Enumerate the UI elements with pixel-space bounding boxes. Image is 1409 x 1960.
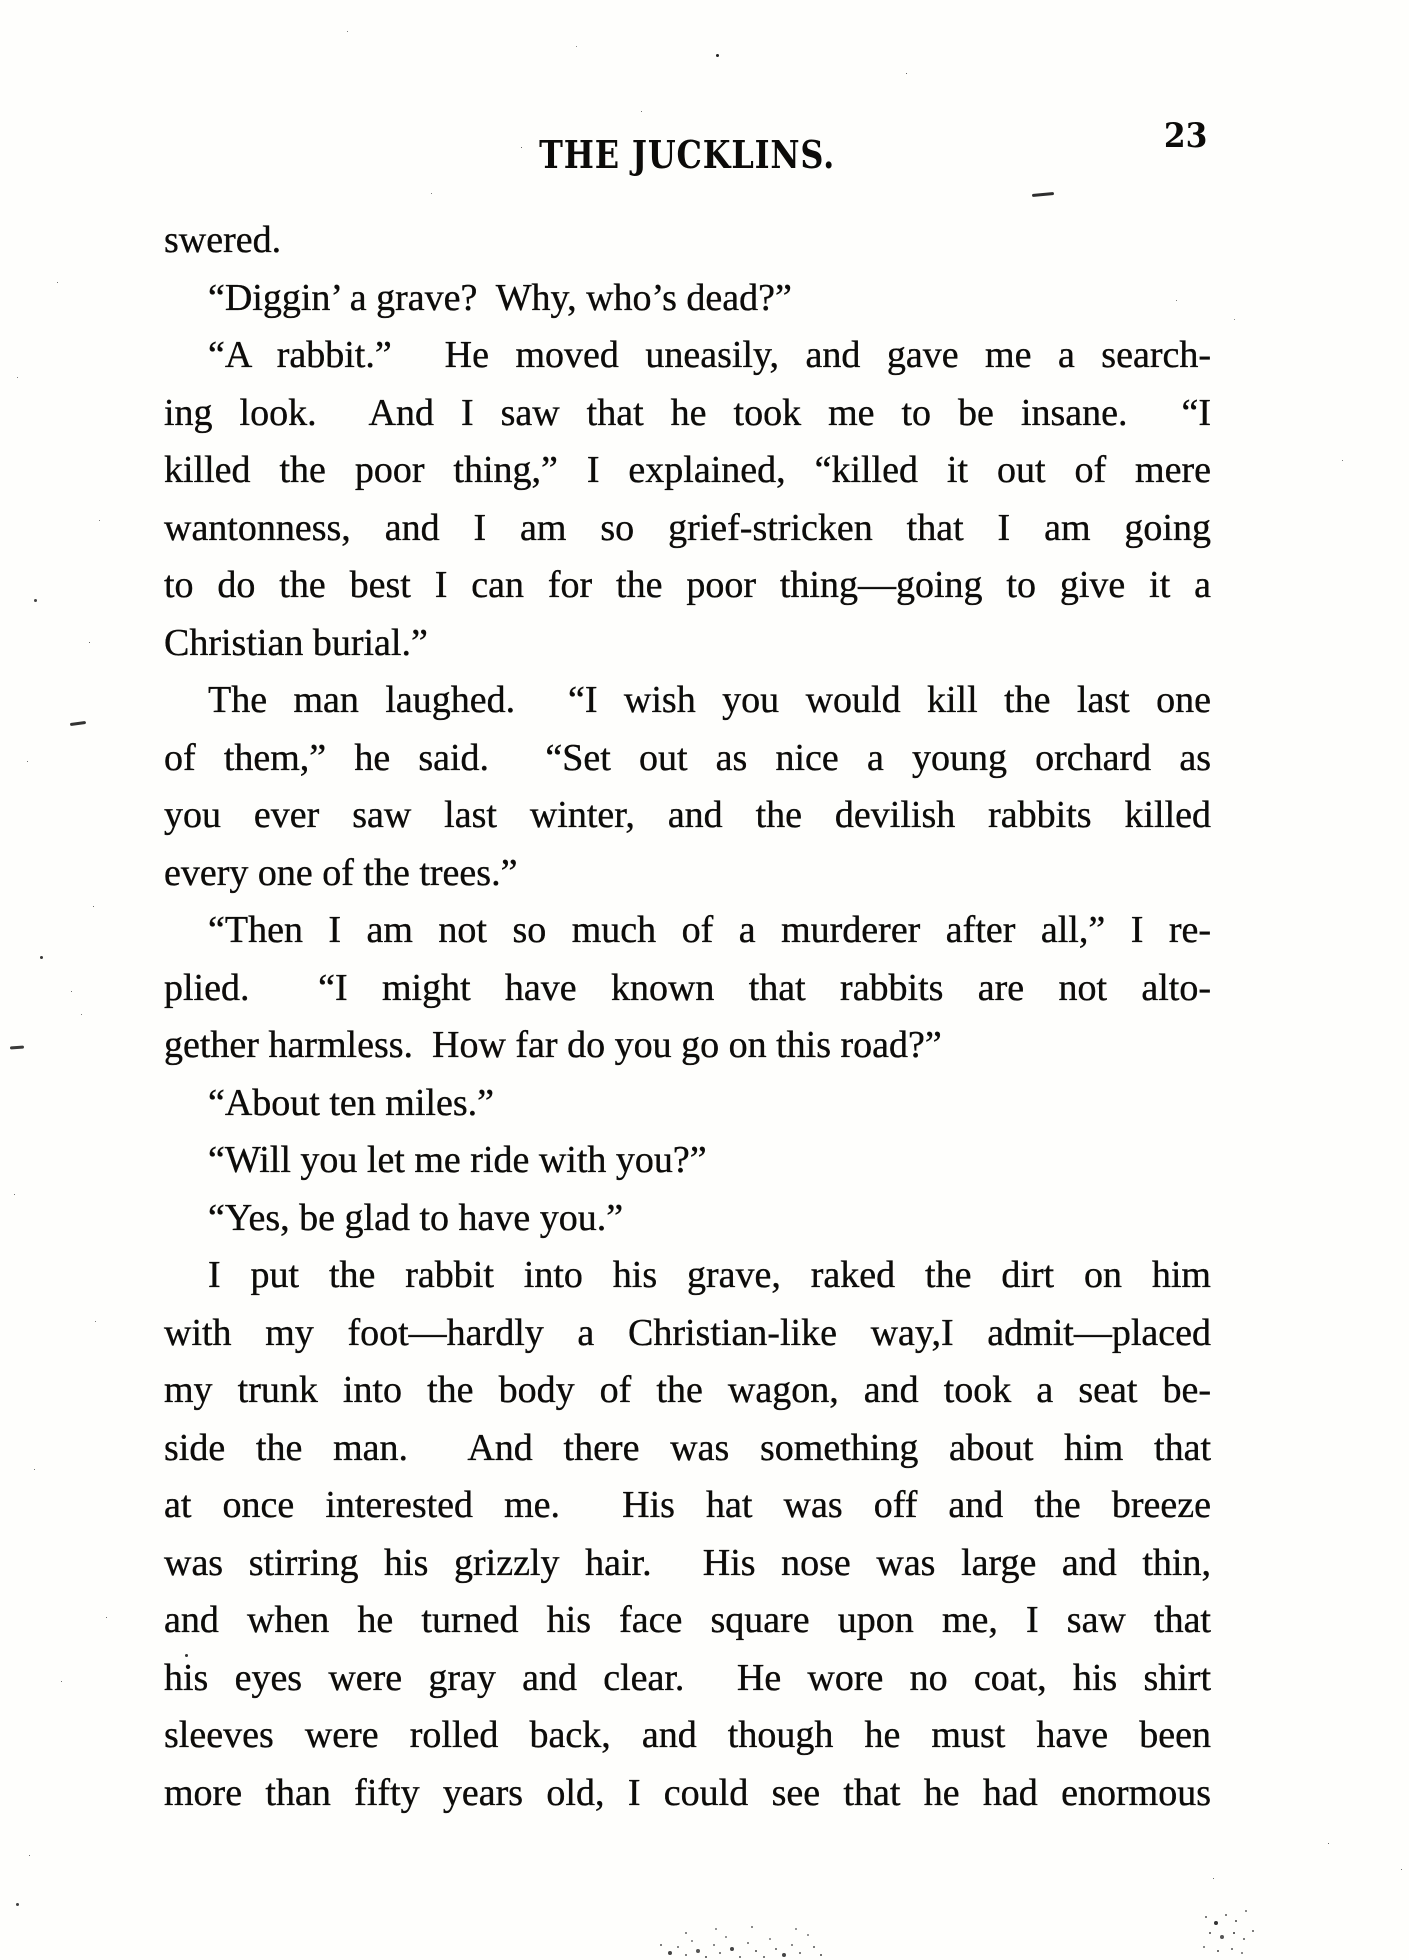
scan-dash-mark	[10, 1046, 24, 1050]
scan-noise-dots	[0, 0, 3, 3]
text-line: his eyes were gray and clear. He wore no coat, his shirt	[164, 1656, 1211, 1699]
text-line: of them,” he said. “Set out as nice a young orchard as	[164, 736, 1211, 779]
text-line: sleeves were rolled back, and though he must have been	[164, 1714, 1211, 1756]
text-line: “About ten miles.”	[208, 1081, 494, 1124]
text-line: gether harmless. How far do you go on this road?”	[164, 1024, 942, 1066]
text-line: The man laughed. “I wish you would kill the last one	[208, 679, 1211, 721]
scan-smudge-corner	[1197, 1906, 1199, 1908]
text-line: “A rabbit.” He moved uneasily, and gave me a search-	[208, 334, 1211, 376]
text-line: plied. “I might have known that rabbits are not alto-	[164, 966, 1211, 1009]
page-text	[164, 212, 1211, 1822]
text-line: more than fifty years old, I could see that he had enormous	[164, 1771, 1211, 1814]
scan-dash-mark	[70, 721, 86, 726]
book-page	[164, 0, 1211, 1960]
text-line: every one of the trees.”	[164, 851, 518, 894]
text-line: at once interested me. His hat was off and the breeze	[164, 1484, 1211, 1526]
text-line: “Will you let me ride with you?”	[208, 1139, 707, 1181]
page-number: 23	[1163, 116, 1208, 156]
text-line: ing look. And I saw that he took me to be insane. “I	[164, 391, 1211, 434]
text-line: with my foot—hardly a Christian-like way,I admit—placed	[164, 1311, 1211, 1354]
text-line: I put the rabbit into his grave, raked the dirt on him	[208, 1254, 1211, 1296]
text-line: “Diggin’ a grave? Why, who’s dead?”	[208, 276, 792, 319]
text-line: killed the poor thing,” I explained, “killed it out of mere	[164, 449, 1211, 491]
text-line: wantonness, and I am so grief-stricken that I am going	[164, 506, 1211, 549]
text-line: Christian burial.”	[164, 621, 428, 664]
scan-smudge-bottom	[655, 1926, 657, 1928]
text-line: my trunk into the body of the wagon, and took a seat be-	[164, 1369, 1211, 1411]
text-line: side the man. And there was something about him that	[164, 1426, 1211, 1469]
text-line: to do the best I can for the poor thing—going to give it a	[164, 564, 1211, 606]
text-line: swered.	[164, 219, 282, 261]
text-line: and when he turned his face square upon me, I saw that	[164, 1599, 1211, 1641]
text-line: “Yes, be glad to have you.”	[208, 1196, 624, 1239]
running-head	[164, 132, 1211, 183]
page-title: THE JUCKLINS.	[539, 132, 836, 177]
text-line: you ever saw last winter, and the devilish rabbits killed	[164, 794, 1211, 836]
text-line: “Then I am not so much of a murderer after all,” I re-	[208, 909, 1211, 951]
text-line: was stirring his grizzly hair. His nose was large and thin,	[164, 1541, 1211, 1584]
